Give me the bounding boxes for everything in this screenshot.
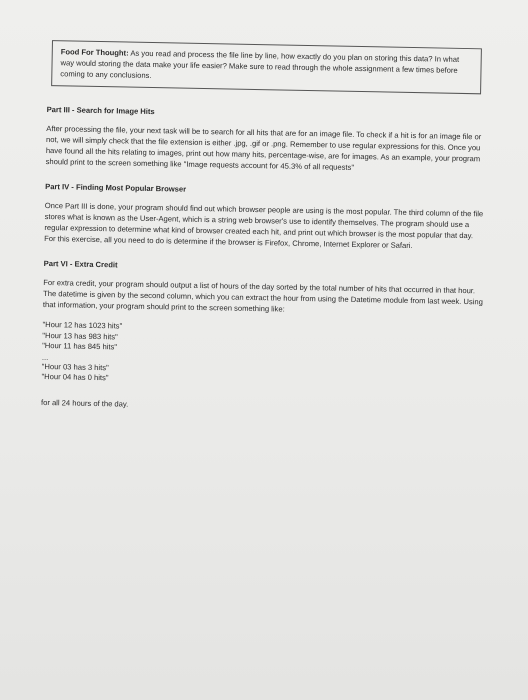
part6-body: For extra credit, your program should output a list of hours of the day sorted by the total number of hits that occurred in that hour. The datetime is given by the second column, which you can extract the hour from using the Datetime module from last week. Using that information, your program should print to the screen something like: <box>42 277 483 314</box>
part3-heading: Part III - Search for Image Hits <box>46 104 155 117</box>
example-line: "Hour 03 has 3 hits" <box>41 361 109 373</box>
part6-heading: Part VI - Extra Credit <box>43 258 118 270</box>
part3-body: After processing the file, your next task will be to search for all hits that are for an image file. To check if a hit is for an image file or not, we will simply check that the file extension is either .jpg, .gif or .png. Remember to use regular expressions for this. Once you have found all the hits relating to images, print out how many hits, percentage-wise, are for images. As an example, your program should print to the screen something like "Image requests account for 45.3% of all requests" <box>45 123 482 172</box>
example-ellipsis: ... <box>41 352 49 362</box>
food-for-thought-box <box>51 40 482 94</box>
note-label: Food For Thought: <box>60 47 129 58</box>
part4-body: Once Part III is done, your program should find out which browser people are using is the most popular. The third column of the file stores what is known as the User-Agent, which is a string web browser's use to identify themselves. The program should use a regular expression to determine what kind of browser created each hit, and print out which browser is the most popular that day. For this exercise, all you need to do is determine if the browser is Firefox, Chrome, Internet Explorer or Safari. <box>44 200 484 251</box>
example-line: "Hour 04 has 0 hits" <box>41 372 109 383</box>
example-line: "Hour 11 has 845 hits" <box>42 341 118 352</box>
note-text: As you read and process the file line by line, how exactly do you plan on storing this data? In what way would storing the data make your life easier? Make sure to read through the whole assignment a few times before coming to any conclusions. <box>60 48 460 80</box>
example-line: "Hour 12 has 1023 hits" <box>42 319 123 331</box>
part4-heading: Part IV - Finding Most Popular Browser <box>45 181 187 194</box>
assignment-document <box>41 40 488 416</box>
example-line: "Hour 13 has 983 hits" <box>42 330 118 341</box>
closing-line: for all 24 hours of the day. <box>40 397 129 409</box>
